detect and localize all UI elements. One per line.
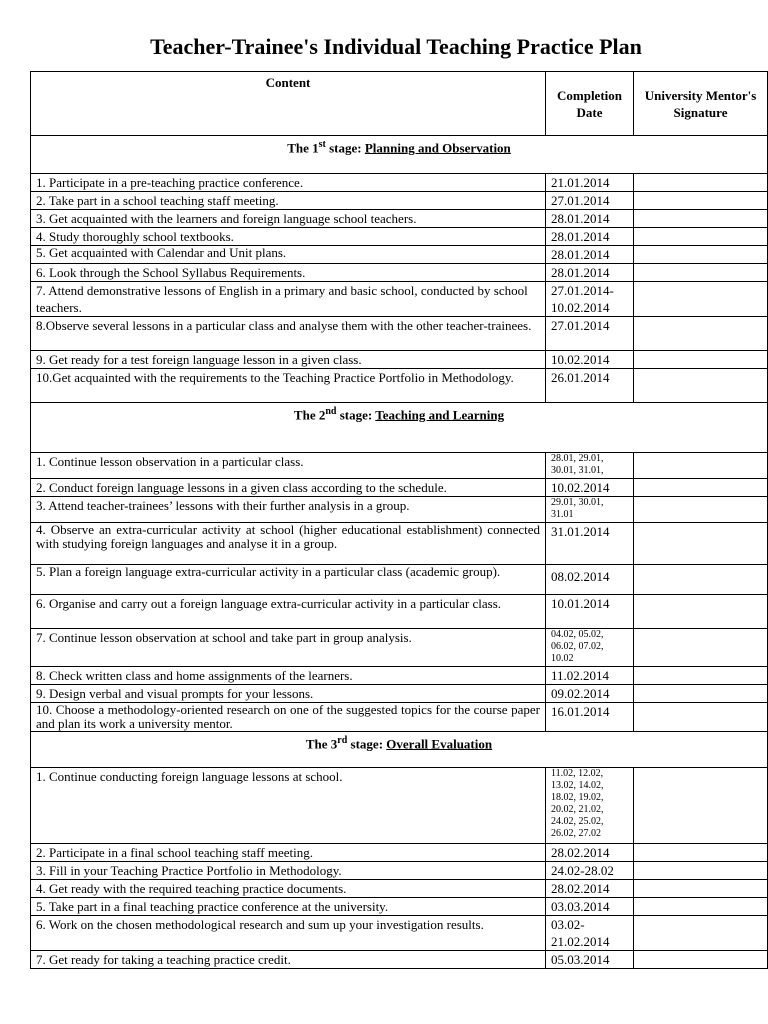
signature-cell[interactable] bbox=[634, 844, 768, 862]
signature-cell[interactable] bbox=[634, 703, 768, 732]
completion-date: 28.01.2014 bbox=[546, 246, 634, 264]
task-text: 7. Continue lesson observation at school and take part in group analysis. bbox=[31, 629, 546, 667]
completion-date: 03.02- 21.02.2014 bbox=[546, 916, 634, 951]
task-text: 1. Continue conducting foreign language lessons at school. bbox=[31, 768, 546, 844]
completion-date: 28.01.2014 bbox=[546, 228, 634, 246]
completion-date: 05.03.2014 bbox=[546, 951, 634, 969]
table-row bbox=[31, 246, 768, 264]
completion-date: 27.01.2014- 10.02.2014 bbox=[546, 282, 634, 317]
task-text: 1. Continue lesson observation in a particular class. bbox=[31, 453, 546, 479]
completion-date: 28.02.2014 bbox=[546, 880, 634, 898]
signature-cell[interactable] bbox=[634, 768, 768, 844]
completion-date: 28.01, 29.01, 30.01, 31.01, bbox=[546, 453, 634, 479]
completion-date: 21.01.2014 bbox=[546, 174, 634, 192]
signature-cell[interactable] bbox=[634, 453, 768, 479]
content-header: Content bbox=[31, 72, 546, 136]
signature-cell[interactable] bbox=[634, 685, 768, 703]
task-text: 9. Design verbal and visual prompts for your lessons. bbox=[31, 685, 546, 703]
task-text: 4. Study thoroughly school textbooks. bbox=[31, 228, 546, 246]
table-row bbox=[31, 317, 768, 351]
task-text: 6. Work on the chosen methodological research and sum up your investigation results. bbox=[31, 916, 546, 951]
table-row bbox=[31, 916, 768, 951]
task-text: 3. Attend teacher-trainees’ lessons with their further analysis in a group. bbox=[31, 497, 546, 523]
signature-cell[interactable] bbox=[634, 246, 768, 264]
completion-date: 08.02.2014 bbox=[546, 565, 634, 595]
signature-cell[interactable] bbox=[634, 523, 768, 565]
table-row bbox=[31, 174, 768, 192]
task-text: 2. Conduct foreign language lessons in a given class according to the schedule. bbox=[31, 479, 546, 497]
completion-date: 11.02, 12.02, 13.02, 14.02, 18.02, 19.02, 20.02, 21.02, 24.02, 25.02, 26.02, 27.02 bbox=[546, 768, 634, 844]
completion-date: 10.01.2014 bbox=[546, 595, 634, 629]
completion-date: 28.01.2014 bbox=[546, 210, 634, 228]
task-text: 8. Check written class and home assignments of the learners. bbox=[31, 667, 546, 685]
signature-cell[interactable] bbox=[634, 862, 768, 880]
table-row bbox=[31, 453, 768, 479]
completion-date: 11.02.2014 bbox=[546, 667, 634, 685]
mentor-signature-header: University Mentor's Signature bbox=[634, 72, 768, 136]
table-row bbox=[31, 844, 768, 862]
task-text: 5. Take part in a final teaching practice conference at the university. bbox=[31, 898, 546, 916]
completion-date: 31.01.2014 bbox=[546, 523, 634, 565]
table-row bbox=[31, 192, 768, 210]
table-row bbox=[31, 862, 768, 880]
table-row bbox=[31, 479, 768, 497]
completion-date: 10.02.2014 bbox=[546, 479, 634, 497]
signature-cell[interactable] bbox=[634, 629, 768, 667]
table-row bbox=[31, 898, 768, 916]
task-text: 7. Attend demonstrative lessons of English in a primary and basic school, conducted by school teachers. bbox=[31, 282, 546, 317]
signature-cell[interactable] bbox=[634, 282, 768, 317]
signature-cell[interactable] bbox=[634, 479, 768, 497]
task-text: 3. Get acquainted with the learners and foreign language school teachers. bbox=[31, 210, 546, 228]
table-row bbox=[31, 282, 768, 317]
table-row bbox=[31, 523, 768, 565]
table-row bbox=[31, 264, 768, 282]
completion-date: 04.02, 05.02, 06.02, 07.02, 10.02 bbox=[546, 629, 634, 667]
completion-date: 09.02.2014 bbox=[546, 685, 634, 703]
table-row bbox=[31, 667, 768, 685]
signature-cell[interactable] bbox=[634, 916, 768, 951]
table-row bbox=[31, 951, 768, 969]
stage-header-row bbox=[31, 403, 768, 453]
signature-cell[interactable] bbox=[634, 228, 768, 246]
task-text: 3. Fill in your Teaching Practice Portfolio in Methodology. bbox=[31, 862, 546, 880]
table-row bbox=[31, 210, 768, 228]
task-text: 7. Get ready for taking a teaching practice credit. bbox=[31, 951, 546, 969]
table-row bbox=[31, 565, 768, 595]
signature-cell[interactable] bbox=[634, 192, 768, 210]
signature-cell[interactable] bbox=[634, 898, 768, 916]
task-text: 9. Get ready for a test foreign language lesson in a given class. bbox=[31, 351, 546, 369]
table-row bbox=[31, 703, 768, 732]
signature-cell[interactable] bbox=[634, 880, 768, 898]
stage-2-heading: The 2nd stage: Teaching and Learning bbox=[31, 403, 768, 453]
completion-date: 28.01.2014 bbox=[546, 264, 634, 282]
signature-cell[interactable] bbox=[634, 369, 768, 403]
task-text: 2. Participate in a final school teaching staff meeting. bbox=[31, 844, 546, 862]
task-text: 6. Look through the School Syllabus Requirements. bbox=[31, 264, 546, 282]
stage-3-heading: The 3rd stage: Overall Evaluation bbox=[31, 732, 768, 768]
task-text: 4. Observe an extra-curricular activity at school (higher educational establishment) connected with studying foreign languages and analyse it in a group. bbox=[31, 523, 546, 565]
signature-cell[interactable] bbox=[634, 317, 768, 351]
stage-header-row bbox=[31, 732, 768, 768]
signature-cell[interactable] bbox=[634, 595, 768, 629]
signature-cell[interactable] bbox=[634, 497, 768, 523]
completion-date: 27.01.2014 bbox=[546, 192, 634, 210]
signature-cell[interactable] bbox=[634, 951, 768, 969]
task-text: 5. Get acquainted with Calendar and Unit plans. bbox=[31, 246, 546, 264]
completion-date: 03.03.2014 bbox=[546, 898, 634, 916]
completion-date: 26.01.2014 bbox=[546, 369, 634, 403]
table-row bbox=[31, 768, 768, 844]
stage-1-heading: The 1st stage: Planning and Observation bbox=[31, 136, 768, 174]
task-text: 8.Observe several lessons in a particular class and analyse them with the other teacher-trainees. bbox=[31, 317, 546, 351]
table-row bbox=[31, 629, 768, 667]
completion-date: 29.01, 30.01, 31.01 bbox=[546, 497, 634, 523]
task-text: 4. Get ready with the required teaching practice documents. bbox=[31, 880, 546, 898]
header-row bbox=[31, 72, 768, 136]
completion-date: 10.02.2014 bbox=[546, 351, 634, 369]
table-row bbox=[31, 228, 768, 246]
task-text: 5. Plan a foreign language extra-curricular activity in a particular class (academic group). bbox=[31, 565, 546, 595]
completion-date: 16.01.2014 bbox=[546, 703, 634, 732]
task-text: 1. Participate in a pre-teaching practice conference. bbox=[31, 174, 546, 192]
table-row bbox=[31, 880, 768, 898]
task-text: 6. Organise and carry out a foreign language extra-curricular activity in a particular class. bbox=[31, 595, 546, 629]
signature-cell[interactable] bbox=[634, 667, 768, 685]
table-row bbox=[31, 369, 768, 403]
page-title: Teacher-Trainee's Individual Teaching Practice Plan bbox=[150, 34, 642, 59]
completion-date: 24.02-28.02 bbox=[546, 862, 634, 880]
completion-date: 28.02.2014 bbox=[546, 844, 634, 862]
signature-cell[interactable] bbox=[634, 174, 768, 192]
table-row bbox=[31, 595, 768, 629]
signature-cell[interactable] bbox=[634, 565, 768, 595]
table-row bbox=[31, 685, 768, 703]
completion-date: 27.01.2014 bbox=[546, 317, 634, 351]
signature-cell[interactable] bbox=[634, 351, 768, 369]
table-row bbox=[31, 497, 768, 523]
table-row bbox=[31, 351, 768, 369]
completion-date-header: Completion Date bbox=[546, 72, 634, 136]
task-text: 2. Take part in a school teaching staff meeting. bbox=[31, 192, 546, 210]
task-text: 10. Choose a methodology-oriented research on one of the suggested topics for the course paper and plan its work a university mentor. bbox=[31, 703, 546, 732]
stage-header-row bbox=[31, 136, 768, 174]
practice-plan-table bbox=[30, 71, 768, 969]
signature-cell[interactable] bbox=[634, 264, 768, 282]
task-text: 10.Get acquainted with the requirements to the Teaching Practice Portfolio in Methodology. bbox=[31, 369, 546, 403]
signature-cell[interactable] bbox=[634, 210, 768, 228]
